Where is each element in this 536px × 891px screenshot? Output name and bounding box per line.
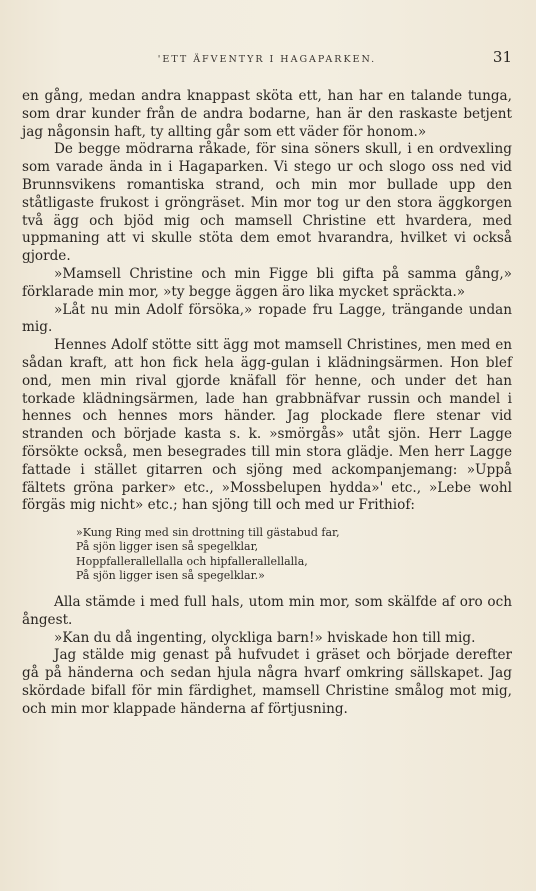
verse-line: På sjön ligger isen så spegelklar, xyxy=(76,540,259,554)
verse-line: Hoppfallerallellalla och hipfallerallellalla, xyxy=(76,554,308,568)
paragraph: Alla stämde i med full hals, utom min mor, som skälfde af oro och ångest. xyxy=(22,593,512,628)
running-head: 'ETT ÄFVENTYR I HAGAPARKEN. xyxy=(157,54,377,65)
paragraph: »Mamsell Christine och min Figge bli gifta på samma gång,» förklarade min mor, »ty begge äggen äro lika mycket spräckta.» xyxy=(22,265,512,300)
paragraph: De begge mödrarna råkade, för sina söners skull, i en ordvexling som varade ända in i Hagaparken. Vi stego ur och slogo oss ned vid Brunnsvikens romantiska strand, och min mor bullade upp den ståtligaste frukost i gröngräset. Min mor tog ur den stora äggkorgen två ägg och bjöd mig och mamsell Christine ett hvardera, med uppmaning att vi skulle stöta dem emot hvarandra, hvilket vi också gjorde. xyxy=(22,141,512,265)
paragraph: en gång, medan andra knappast sköta ett, han har en talande tunga, som drar kunder från de andra bodarne, han är den raskaste betjent jag någonsin haft, ty allting går som ett väder för honom.» xyxy=(22,88,512,140)
page-header xyxy=(22,48,512,72)
paragraph: Jag stälde mig genast på hufvudet i gräset och började derefter gå på händerna och sedan hjula några hvarf omkring sällskapet. Jag skördade bifall för min färdighet, mamsell Christine smålog mot mig, och min mor klappade händerna af förtjusning. xyxy=(22,647,512,717)
verse-block xyxy=(76,526,512,583)
verse-line: På sjön ligger isen så spegelklar.» xyxy=(76,568,265,582)
verse-line: »Kung Ring med sin drottning till gästabud far, xyxy=(76,526,340,540)
page-number: 31 xyxy=(492,48,512,66)
paragraph: »Låt nu min Adolf försöka,» ropade fru Lagge, trängande undan mig. xyxy=(22,301,512,336)
paragraph: Hennes Adolf stötte sitt ägg mot mamsell Christines, men med en sådan kraft, att hon fick hela ägg-gulan i klädningsärmen. Hon blef ond, men min rival gjorde knäfall för henne, och under det han torkade klädningsärmen, lade han grabbnäfvar russin och mandel i hennes och hennes mors händer. Jag plockade flere stenar vid stranden och började kasta s. k. »smörgås» utåt sjön. Herr Lagge försökte också, men besegrades till min stora glädje. Men herr Lagge fattade i stället gitarren och sjöng med ackompanjemang: »Uppå fältets gröna parker» etc., »Mossbelupen hydda»' etc., »Lebe wohl förgäs mig nicht» etc.; han sjöng till och med ur Frithiof: xyxy=(22,337,512,514)
paragraph: »Kan du då ingenting, olyckliga barn!» hviskade hon till mig. xyxy=(54,629,476,646)
body-text xyxy=(22,88,512,719)
